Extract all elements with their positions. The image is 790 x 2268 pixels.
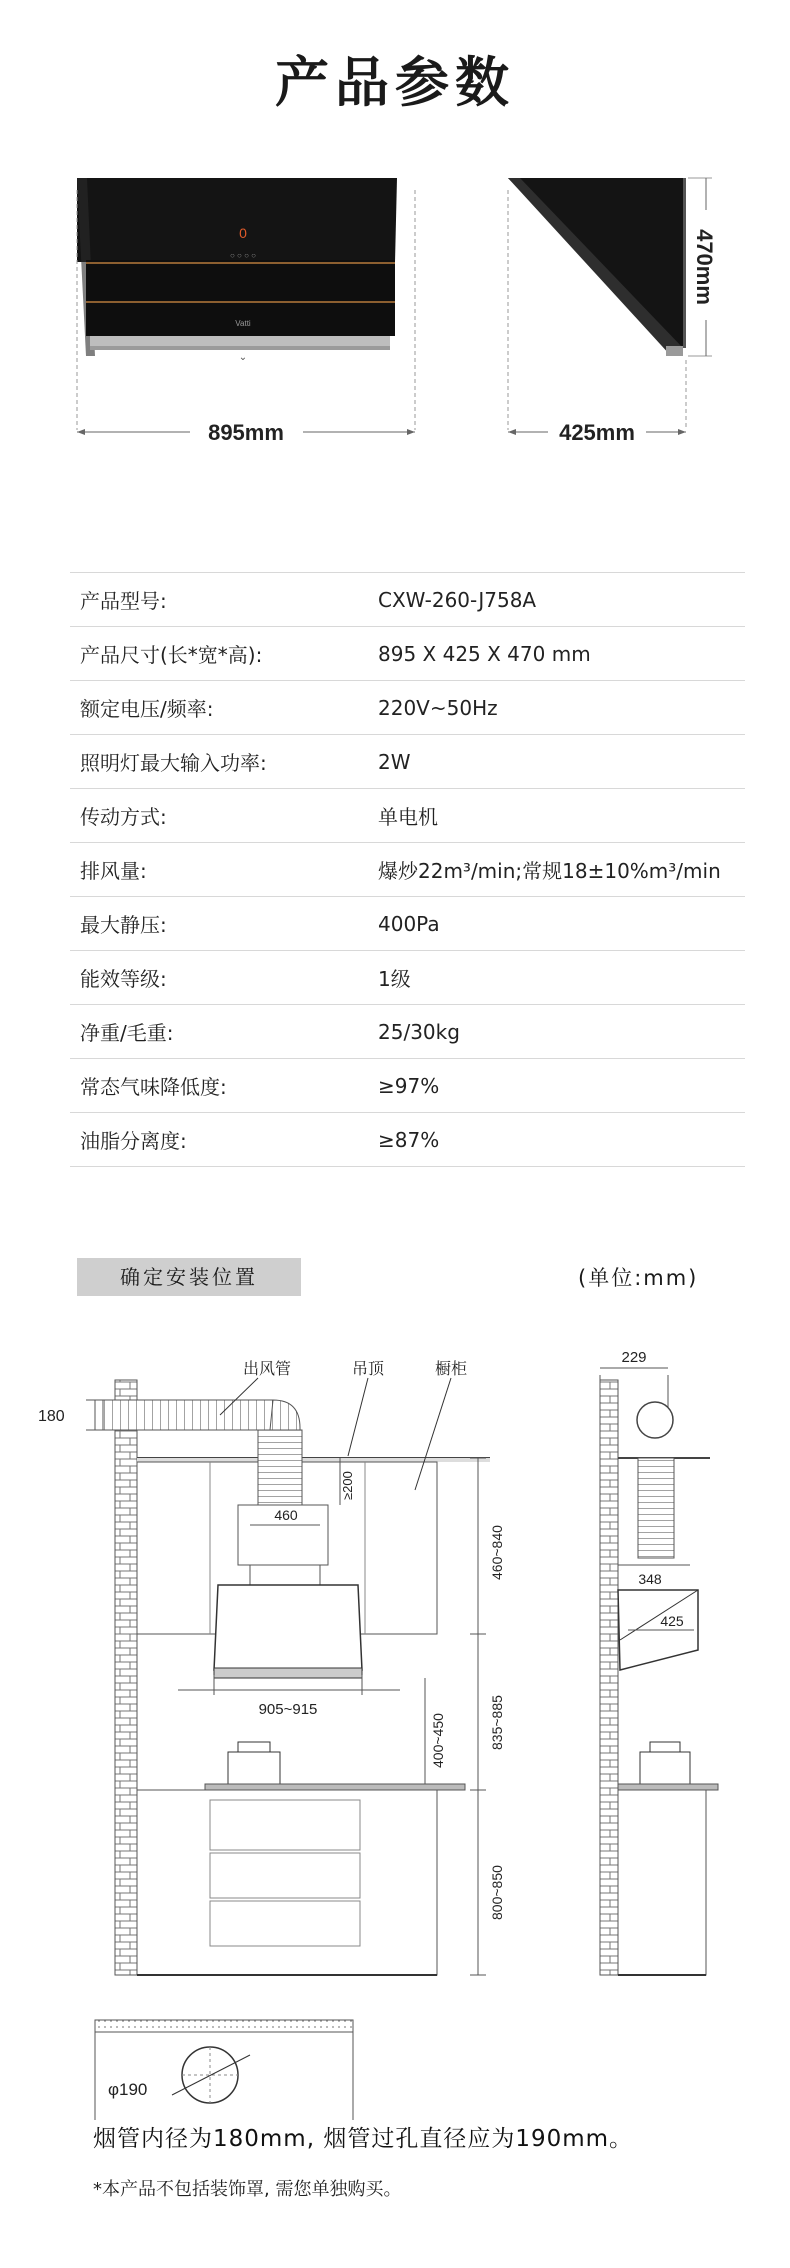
spec-label: 能效等级:	[80, 967, 167, 991]
label-ceiling: 吊顶	[352, 1361, 385, 1378]
install-diagram	[0, 1340, 790, 2120]
dim-phi190: φ190	[108, 2080, 148, 2099]
panel-buttons: ○ ○ ○ ○	[230, 251, 256, 260]
spec-label: 净重/毛重:	[80, 1021, 174, 1045]
spec-row-airflow	[70, 843, 745, 897]
dim-835-885: 835~885	[489, 1695, 505, 1750]
spec-row-weight	[70, 1005, 745, 1059]
spec-row-drive	[70, 789, 745, 843]
spec-label: 额定电压/频率:	[80, 697, 214, 721]
unit-note: (单位:mm)	[578, 1266, 699, 1290]
dim-180: 180	[38, 1408, 65, 1425]
page-title: 产品参数	[275, 51, 515, 114]
dim-200: ≥200	[340, 1471, 355, 1500]
dim-800-850: 800~850	[489, 1865, 505, 1920]
spec-row-lamp-power	[70, 735, 745, 789]
dim-348: 348	[638, 1571, 662, 1587]
side-install-view	[600, 1349, 718, 1975]
spec-label: 最大静压:	[80, 913, 167, 937]
spec-row-model	[70, 572, 745, 627]
spec-value: 1级	[378, 967, 411, 991]
spec-label: 照明灯最大输入功率:	[80, 751, 267, 775]
spec-value: ≥87%	[378, 1127, 440, 1152]
side-view	[508, 178, 686, 356]
spec-row-size	[70, 627, 745, 681]
front-view	[77, 178, 397, 363]
spec-label: 油脂分离度:	[80, 1129, 187, 1153]
chevron-down-icon: ⌄	[238, 352, 248, 363]
note-disclaimer: *本产品不包括装饰罩, 需您单独购买。	[93, 2179, 402, 2200]
dim-400-450: 400~450	[430, 1713, 446, 1768]
label-cabinet: 橱柜	[435, 1361, 468, 1378]
note-flue: 烟管内径为180mm, 烟管过孔直径应为190mm。	[93, 2126, 634, 2152]
spec-value: 单电机	[378, 805, 438, 829]
spec-label: 常态气味降低度:	[80, 1075, 227, 1099]
spec-value: 25/30kg	[378, 1019, 460, 1044]
spec-row-voltage	[70, 681, 745, 735]
spec-row-odor	[70, 1059, 745, 1113]
spec-value: ≥97%	[378, 1073, 440, 1098]
spec-value: 895 X 425 X 470 mm	[378, 641, 591, 666]
spec-value: 爆炒22m³/min;常规18±10%m³/min	[378, 859, 721, 883]
dim-229: 229	[621, 1349, 647, 1366]
brand-mark: Vatti	[235, 319, 251, 328]
spec-value: CXW-260-J758A	[378, 587, 537, 612]
spec-label: 传动方式:	[80, 805, 167, 829]
spec-row-efficiency	[70, 951, 745, 1005]
dim-460: 460	[274, 1507, 298, 1523]
label-duct: 出风管	[243, 1361, 292, 1378]
spec-value: 220V~50Hz	[378, 695, 498, 720]
panel-display: 0	[239, 225, 247, 241]
dim-425: 425	[660, 1613, 684, 1629]
front-install-view	[38, 1360, 505, 1975]
install-title: 确定安装位置	[120, 1265, 258, 1289]
width-label: 895mm	[208, 420, 284, 445]
dim-460-840: 460~840	[489, 1525, 505, 1580]
flue-hole-detail	[95, 2020, 353, 2120]
spec-value: 2W	[378, 749, 411, 774]
product-dimension-figure	[0, 160, 790, 460]
spec-label: 产品型号:	[80, 589, 167, 613]
dim-905-915: 905~915	[258, 1701, 318, 1718]
spec-value: 400Pa	[378, 911, 440, 936]
spec-row-pressure	[70, 897, 745, 951]
spec-table	[70, 572, 745, 1167]
spec-label: 产品尺寸(长*宽*高):	[80, 643, 263, 667]
spec-label: 排风量:	[80, 859, 147, 883]
height-label: 470mm	[692, 229, 717, 305]
spec-row-grease	[70, 1113, 745, 1167]
depth-label: 425mm	[559, 420, 635, 445]
